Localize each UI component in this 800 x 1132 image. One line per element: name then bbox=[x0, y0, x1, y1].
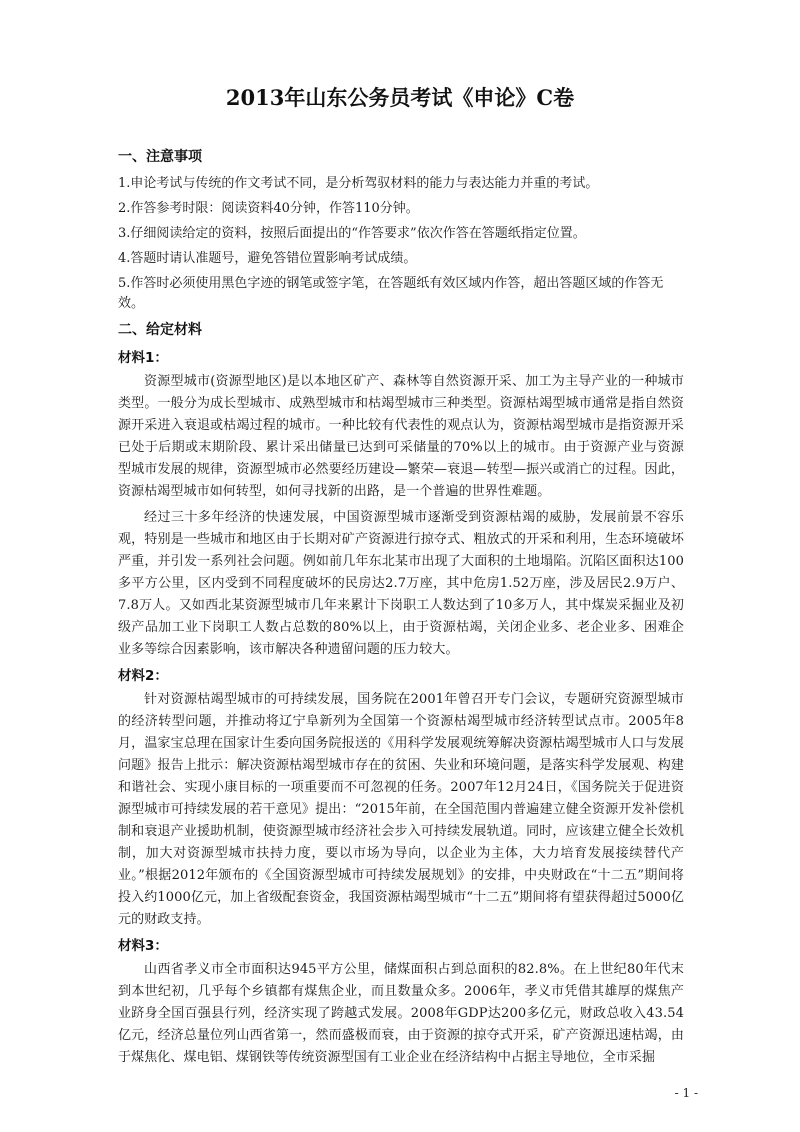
material-3-paragraph-1: 山西省孝义市全市面积达945平方公里，储煤面积占到总面积的82.8%。在上世纪80年代末到本世纪初，几乎每个乡镇都有煤焦企业，而且数量众多。2006年，孝义市凭借其雄厚的煤焦产业跻身全国百强县行列，经济实现了跨越式发展。2008年GDP达200多亿元，财政总收入43.54亿元，经济总量位列山西省第一，然而盛极而衰，由于资源的掠夺式开采，矿产资源迅速枯竭，由于煤焦化、煤电铝、煤钢铁等传统资源型国有工业企业在经济结构中占据主导地位，全市采掘 bbox=[118, 962, 684, 1065]
note-item-5: 5.作答时必须使用黑色字迹的钢笔或签字笔，在答题纸有效区域内作答，超出答题区域的作答无效。 bbox=[118, 276, 664, 311]
material-1-label: 材料1： bbox=[118, 350, 168, 366]
note-item-2: 2.作答参考时限：阅读资料40分钟，作答110分钟。 bbox=[118, 201, 419, 216]
note-item-3: 3.仔细阅读给定的资料，按照后面提出的“作答要求”依次作答在答题纸指定位置。 bbox=[118, 226, 586, 241]
material-1-paragraph-2: 经过三十多年经济的快速发展，中国资源型城市逐渐受到资源枯竭的威胁，发展前景不容乐观，特别是一些城市和地区由于长期对矿产资源进行掠夺式、粗放式的开采和利用，生态环境破坏严重，并引发一系列社会问题。例如前几年东北某市出现了大面积的土地塌陷。沉陷区面积达100多平方公里，区内受到不同程度破坏的民房达2.7万座，其中危房1.52万座，涉及居民2.9万户、7.8万人。又如西北某资源型城市几年来累计下岗职工人数达到了10多万人，其中煤炭采掘业及初级产品加工业下岗职工人数占总数的80%以上，由于资源枯竭，关闭企业多、老企业多、困难企业多等综合因素影响，该市解决各种遗留问题的压力较大。 bbox=[118, 510, 684, 657]
page-number: - 1 - bbox=[674, 1086, 698, 1100]
material-2-label: 材料2： bbox=[118, 668, 168, 684]
document-title: 2013年山东公务员考试《申论》C卷 bbox=[225, 85, 575, 110]
material-1-paragraph-1: 资源型城市(资源型地区)是以本地区矿产、森林等自然资源开采、加工为主导产业的一种城市类型。一般分为成长型城市、成熟型城市和枯竭型城市三种类型。资源枯竭型城市通常是指自然资源开采进入衰退或枯竭过程的城市。一种比较有代表性的观点认为，资源枯竭型城市是指资源开采已处于后期或末期阶段、累计采出储量已达到可采储量的70%以上的城市。由于资源产业与资源型城市发展的规律，资源型城市必然要经历建设—繁荣—衰退—转型—振兴或消亡的过程。因此，资源枯竭型城市如何转型，如何寻找新的出路，是一个普遍的世界性难题。 bbox=[118, 374, 684, 499]
material-2-paragraph-1: 针对资源枯竭型城市的可持续发展，国务院在2001年曾召开专门会议，专题研究资源型城市的经济转型问题，并推动将辽宁阜新列为全国第一个资源枯竭型城市经济转型试点市。2005年8月，温家宝总理在国家计生委向国务院报送的《用科学发展观统筹解决资源枯竭型城市人口与发展问题》报告上批示：解决资源枯竭型城市存在的贫困、失业和环境问题，是落实科学发展观、构建和谐社会、实现小康目标的一项重要而不可忽视的任务。2007年12月24日，《国务院关于促进资源型城市可持续发展的若干意见》提出：“2015年前，在全国范围内普遍建立健全资源开发补偿机制和衰退产业援助机制，使资源型城市经济社会步入可持续发展轨道。同时，应该建立健全长效机制，加大对资源型城市扶持力度，要以市场为导向，以企业为主体，大力培育发展接续替代产业。”根据2012年颁布的《全国资源型城市可持续发展规划》的安排，中央财政在“十二五”期间将投入约1000亿元，加上省级配套资金，我国资源枯竭型城市“十二五”期间将有望获得超过5000亿元的财政支持。 bbox=[118, 692, 684, 927]
notes-heading: 一、注意事项 bbox=[118, 149, 202, 165]
note-item-1: 1.申论考试与传统的作文考试不同，是分析驾驭材料的能力与表达能力并重的考试。 bbox=[118, 176, 599, 191]
document-body bbox=[118, 146, 684, 1073]
note-item-4: 4.答题时请认准题号，避免答错位置影响考试成绩。 bbox=[118, 251, 417, 266]
materials-heading: 二、给定材料 bbox=[118, 322, 202, 338]
material-3-label: 材料3： bbox=[118, 938, 168, 954]
